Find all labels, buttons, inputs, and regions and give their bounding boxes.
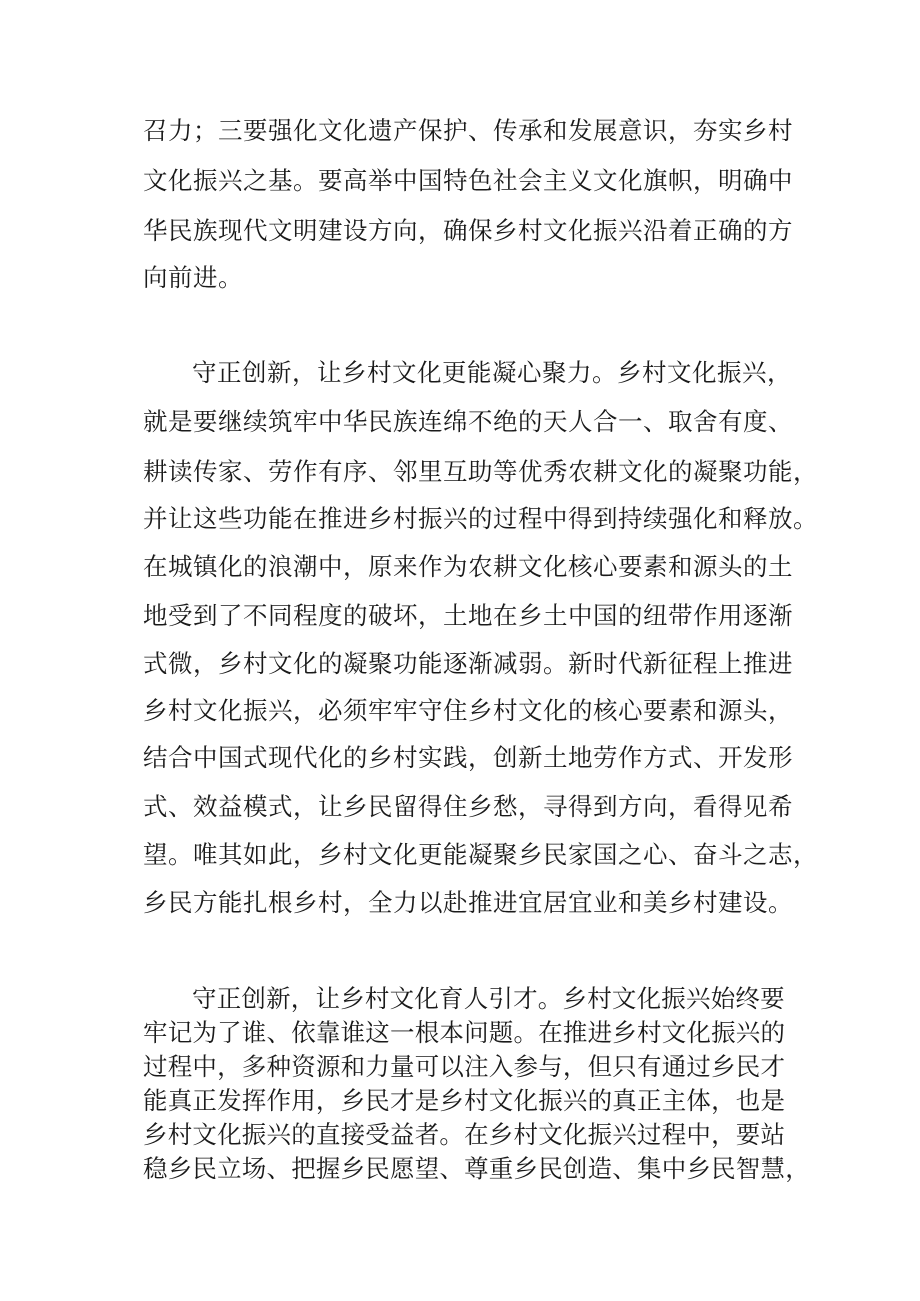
text-line: 乡民方能扎根乡村，全力以赴推进宜居宜业和美乡村建设。 xyxy=(143,888,793,917)
text-line: 乡村文化振兴，必须牢牢守住乡村文化的核心要素和源头， xyxy=(143,696,793,725)
text-line: 守正创新，让乡村文化育人引才。乡村文化振兴始终要 xyxy=(192,984,785,1013)
text-line: 地受到了不同程度的破坏，土地在乡土中国的纽带作用逐渐 xyxy=(143,601,793,630)
text-line: 华民族现代文明建设方向，确保乡村文化振兴沿着正确的方 xyxy=(143,216,793,245)
text-line: 守正创新，让乡村文化更能凝心聚力。乡村文化振兴， xyxy=(192,358,792,387)
text-line: 耕读传家、劳作有序、邻里互助等优秀农耕文化的凝聚功能， xyxy=(143,457,818,486)
text-line: 向前进。 xyxy=(143,263,243,292)
text-line: 结合中国式现代化的乡村实践，创新土地劳作方式、开发形 xyxy=(143,743,793,772)
text-line: 并让这些功能在推进乡村振兴的过程中得到持续强化和释放。 xyxy=(143,504,818,533)
text-line: 牢记为了谁、依靠谁这一根本问题。在推进乡村文化振兴的 xyxy=(143,1018,786,1047)
text-line: 式、效益模式，让乡民留得住乡愁，寻得到方向，看得见希 xyxy=(143,792,793,821)
text-line: 能真正发挥作用，乡民才是乡村文化振兴的真正主体，也是 xyxy=(143,1086,786,1115)
text-line: 过程中，多种资源和力量可以注入参与，但只有通过乡民才 xyxy=(143,1052,786,1081)
text-line: 乡村文化振兴的直接受益者。在乡村文化振兴过程中，要站 xyxy=(143,1120,786,1149)
text-line: 就是要继续筑牢中华民族连绵不绝的天人合一、取舍有度、 xyxy=(143,407,793,436)
text-line: 望。唯其如此，乡村文化更能凝聚乡民家国之心、奋斗之志， xyxy=(143,840,818,869)
text-line: 在城镇化的浪潮中，原来作为农耕文化核心要素和源头的土 xyxy=(143,552,793,581)
text-line: 式微，乡村文化的凝聚功能逐渐减弱。新时代新征程上推进 xyxy=(143,649,793,678)
text-line: 文化振兴之基。要高举中国特色社会主义文化旗帜，明确中 xyxy=(143,166,793,195)
text-line: 稳乡民立场、把握乡民愿望、尊重乡民创造、集中乡民智慧， xyxy=(143,1154,810,1183)
text-line: 召力；三要强化文化遗产保护、传承和发展意识，夯实乡村 xyxy=(143,116,793,145)
